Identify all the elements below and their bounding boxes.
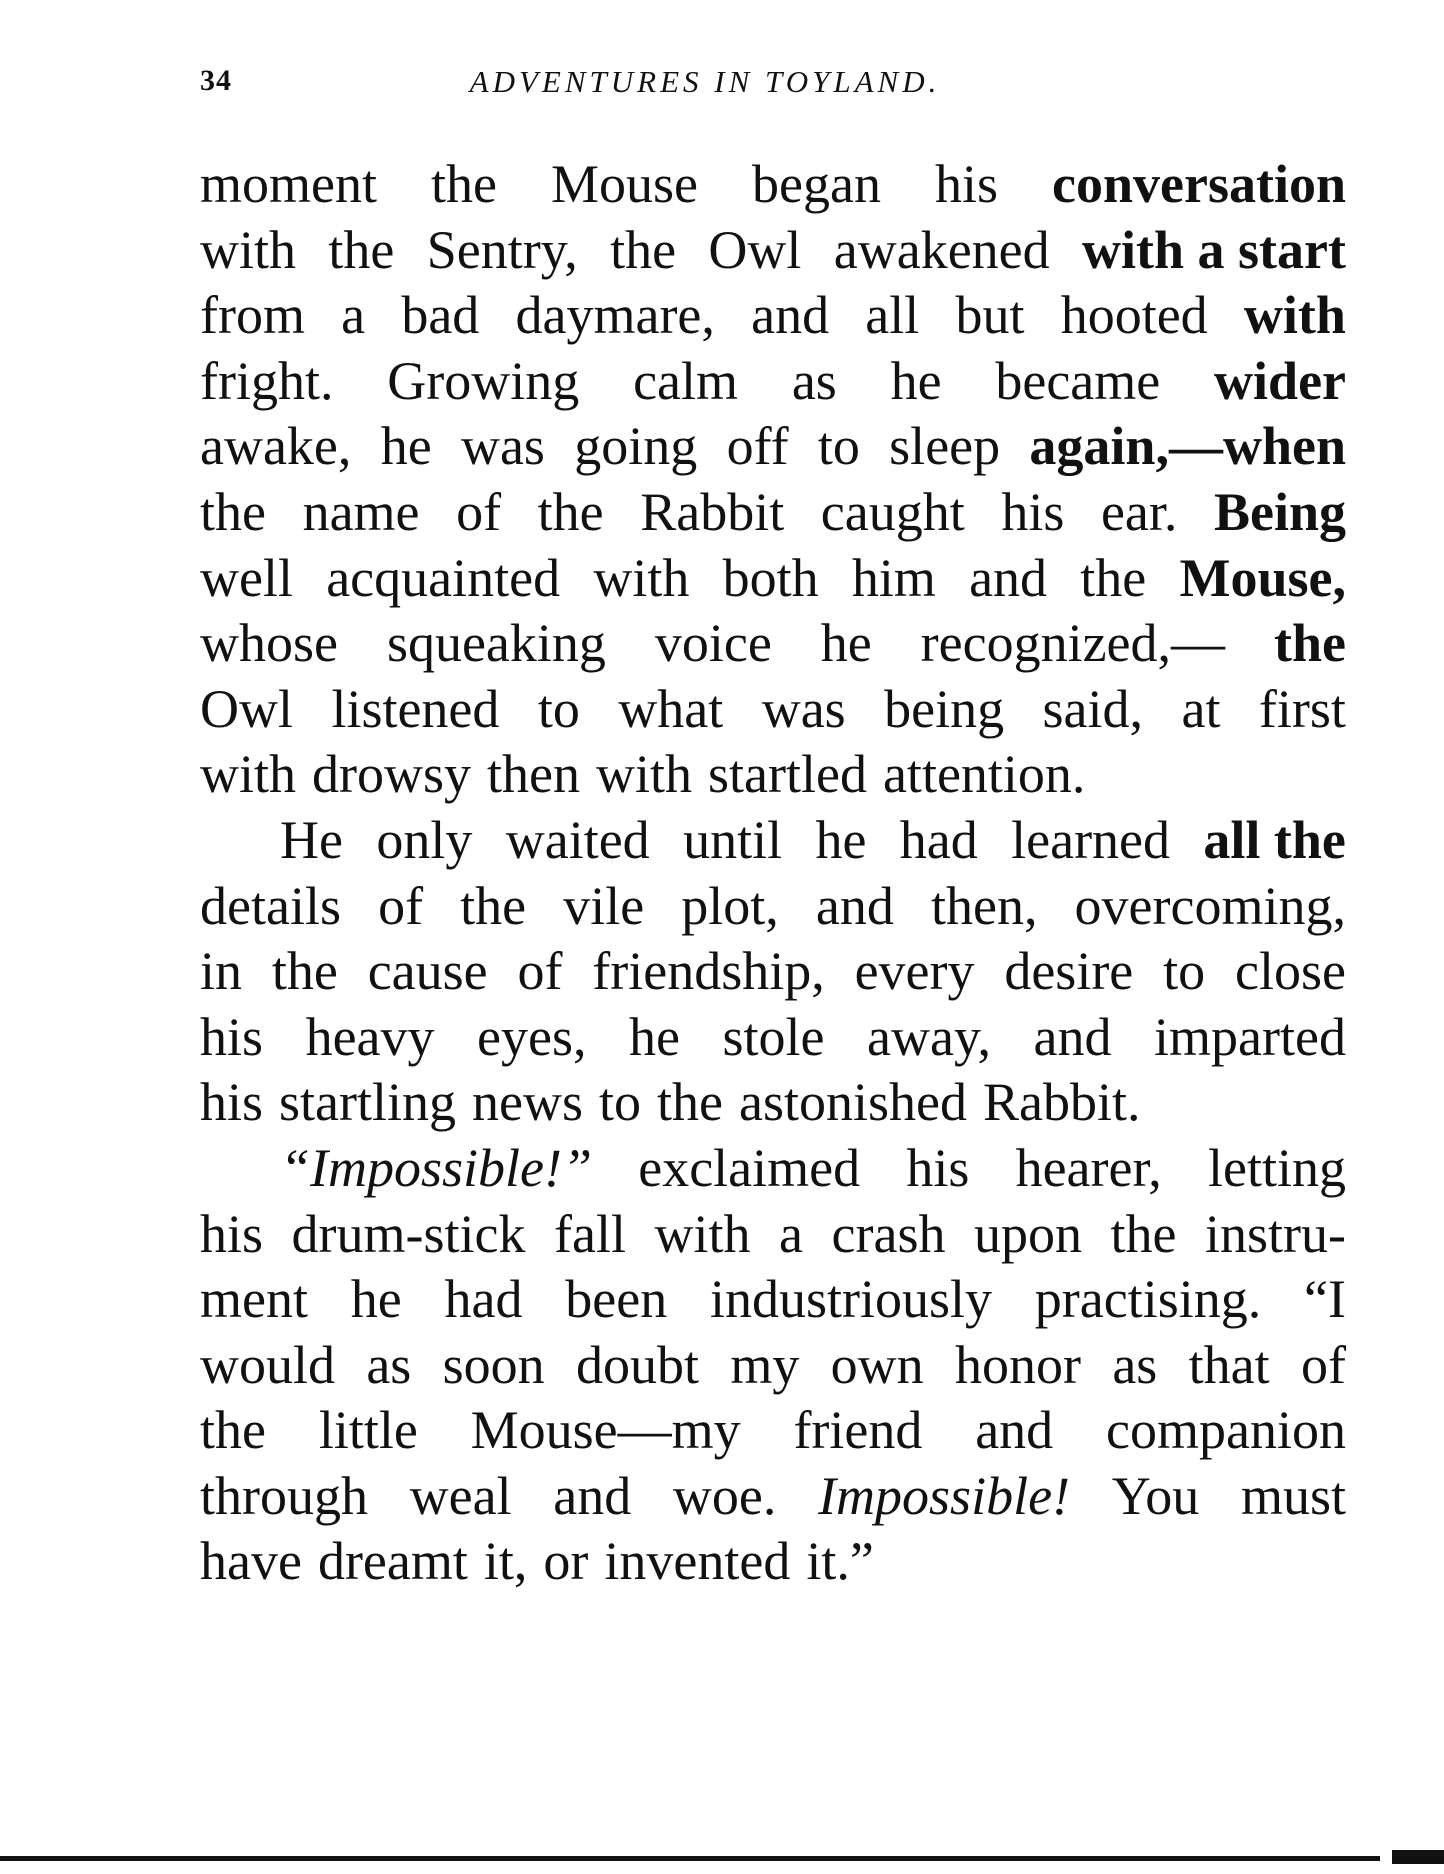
word: upon — [973, 1203, 1082, 1264]
word: instru- — [1205, 1203, 1346, 1264]
word: close — [1234, 941, 1346, 1002]
word: began — [752, 154, 881, 214]
text-line — [200, 808, 1346, 874]
word: voice — [654, 613, 772, 674]
word: acquainted — [326, 547, 561, 608]
word: waited — [505, 809, 650, 870]
word: had — [899, 809, 978, 870]
word: the — [200, 481, 266, 542]
word: from — [200, 285, 305, 346]
word: listened — [331, 678, 500, 739]
word: attention. — [882, 744, 1086, 805]
text-line — [200, 218, 1346, 284]
text-line — [200, 1398, 1346, 1464]
word: Sentry, — [426, 219, 578, 280]
word: whose — [200, 613, 338, 674]
text-line — [200, 1005, 1346, 1071]
word: all — [865, 285, 920, 346]
word: Being — [1213, 481, 1346, 542]
word: his — [200, 1006, 264, 1067]
word: Mouse—my — [470, 1400, 741, 1461]
word: Mouse — [551, 154, 698, 214]
word: moment — [200, 154, 377, 214]
word: a — [341, 285, 366, 346]
word: “Impossible!” — [280, 1137, 593, 1198]
word: soon — [442, 1334, 545, 1395]
word: and — [751, 285, 830, 346]
word: the — [271, 941, 338, 1002]
word: name — [302, 481, 420, 542]
word: news — [472, 1072, 583, 1133]
paragraph — [200, 808, 1346, 1136]
word: Rabbit — [640, 481, 785, 542]
word: desire — [1004, 941, 1134, 1002]
word: became — [995, 350, 1161, 411]
word: the — [328, 219, 395, 280]
word: He — [280, 809, 343, 870]
word: to — [817, 416, 860, 477]
word: companion — [1106, 1400, 1346, 1461]
word: and — [975, 1400, 1054, 1461]
word: Growing — [387, 350, 580, 411]
word: learned — [1011, 809, 1171, 870]
word: his — [934, 154, 998, 214]
word: he — [890, 350, 942, 411]
text-line — [200, 546, 1346, 612]
word: being — [884, 678, 1005, 739]
word: plot, — [681, 875, 779, 936]
word: then, — [930, 875, 1038, 936]
word: of — [1300, 1334, 1346, 1395]
word: with — [1243, 285, 1346, 346]
word: in — [200, 941, 243, 1002]
word: weal — [409, 1465, 512, 1526]
word: as — [791, 350, 837, 411]
word: bad — [401, 285, 480, 346]
word: cause — [367, 941, 488, 1002]
word: it, — [483, 1531, 528, 1592]
word: little — [318, 1400, 418, 1461]
word: he — [380, 416, 432, 477]
word: recognized,— — [920, 613, 1226, 674]
word: what — [618, 678, 724, 739]
word: letting — [1207, 1137, 1346, 1198]
word: as — [366, 1334, 412, 1395]
text-line — [200, 414, 1346, 480]
word: but — [955, 285, 1025, 346]
word: startled — [708, 744, 867, 805]
word: Impossible! — [818, 1465, 1071, 1526]
word: doubt — [575, 1334, 699, 1395]
word: away, — [867, 1006, 991, 1067]
word: until — [683, 809, 783, 870]
word: imparted — [1154, 1006, 1346, 1067]
word: Owl — [200, 678, 293, 739]
paragraph — [200, 152, 1346, 808]
word: sleep — [889, 416, 1001, 477]
word: the — [1273, 613, 1346, 674]
word: must — [1240, 1465, 1346, 1526]
word: had — [444, 1269, 523, 1330]
word: to — [599, 1072, 642, 1133]
text-line — [200, 874, 1346, 940]
text-line — [200, 611, 1346, 677]
bottom-rule — [0, 1856, 1380, 1861]
word: the — [200, 1400, 266, 1461]
page-header — [200, 64, 1120, 108]
word: off — [726, 416, 789, 477]
word: and — [815, 875, 894, 936]
word: drowsy — [312, 744, 472, 805]
body-text — [200, 152, 1346, 1595]
word: my — [730, 1334, 800, 1395]
word: awake, — [200, 416, 352, 477]
word: friend — [793, 1400, 923, 1461]
word: the — [657, 1072, 723, 1133]
word: overcoming, — [1074, 875, 1346, 936]
word: fall — [554, 1203, 626, 1264]
text-line — [200, 283, 1346, 349]
word: again,—when — [1029, 416, 1346, 477]
text-line — [200, 480, 1346, 546]
word: You — [1111, 1465, 1200, 1526]
word: woe. — [672, 1465, 777, 1526]
word: honor — [955, 1334, 1081, 1395]
word: with — [654, 1203, 751, 1264]
running-title: ADVENTURES IN TOYLAND. — [469, 64, 941, 99]
word: practising. — [1034, 1269, 1262, 1330]
word: with — [593, 547, 690, 608]
word: every — [854, 941, 975, 1002]
word: drum-stick — [291, 1203, 526, 1264]
word: his — [1001, 481, 1065, 542]
word: a — [779, 1203, 804, 1264]
word: Owl — [708, 219, 802, 280]
word: the — [610, 219, 677, 280]
word: crash — [831, 1203, 946, 1264]
word: or — [543, 1531, 589, 1592]
text-line — [200, 152, 1346, 218]
word: said, — [1042, 678, 1144, 739]
word: industriously — [709, 1269, 993, 1330]
word: daymare, — [515, 285, 715, 346]
word: he — [820, 613, 872, 674]
word: only — [376, 809, 473, 870]
word: eyes, — [477, 1006, 587, 1067]
text-line — [200, 742, 1346, 808]
word: ear. — [1100, 481, 1178, 542]
text-line — [200, 939, 1346, 1005]
word: fright. — [200, 350, 334, 411]
word: was — [460, 416, 545, 477]
word: with — [200, 744, 297, 805]
word: dreamt — [317, 1531, 468, 1592]
text-line — [200, 1202, 1346, 1268]
word: all the — [1203, 809, 1346, 870]
text-line — [200, 1070, 1346, 1136]
word: calm — [633, 350, 739, 411]
word: of — [456, 481, 502, 542]
word: with — [596, 744, 693, 805]
word: through — [200, 1465, 368, 1526]
word: of — [517, 941, 563, 1002]
word: awakened — [833, 219, 1050, 280]
word: of — [378, 875, 424, 936]
word: his — [200, 1072, 264, 1133]
word: he — [629, 1006, 680, 1067]
word: well — [200, 547, 293, 608]
word: astonished — [739, 1072, 967, 1133]
text-line — [200, 1267, 1346, 1333]
word: Mouse, — [1179, 547, 1346, 608]
word: that — [1188, 1334, 1270, 1395]
word: hooted — [1060, 285, 1208, 346]
word: invented — [604, 1531, 791, 1592]
word: first — [1258, 678, 1346, 739]
bottom-rule-mark — [1392, 1850, 1444, 1864]
word: the — [460, 875, 527, 936]
word: squeaking — [386, 613, 606, 674]
word: and — [1033, 1006, 1112, 1067]
text-line — [200, 1333, 1346, 1399]
paragraph — [200, 1136, 1346, 1595]
word: with a start — [1082, 219, 1346, 280]
word: at — [1181, 678, 1221, 739]
word: to — [537, 678, 580, 739]
word: ment — [200, 1269, 308, 1330]
word: own — [830, 1334, 924, 1395]
word: as — [1112, 1334, 1158, 1395]
word: to — [1163, 941, 1206, 1002]
word: stole — [722, 1006, 825, 1067]
word: then — [487, 744, 580, 805]
page-number: 34 — [200, 64, 232, 97]
word: the — [1110, 1203, 1177, 1264]
word: his — [906, 1137, 970, 1198]
text-line — [200, 349, 1346, 415]
word: he — [815, 809, 867, 870]
word: details — [200, 875, 341, 936]
word: the — [431, 154, 497, 214]
word: exclaimed — [638, 1137, 861, 1198]
word: the — [1080, 547, 1147, 608]
word: conversation — [1052, 154, 1346, 214]
word: he — [350, 1269, 402, 1330]
word: both — [722, 547, 819, 608]
word: it.” — [806, 1531, 874, 1592]
text-line — [200, 1136, 1346, 1202]
word: heavy — [305, 1006, 435, 1067]
word: going — [574, 416, 698, 477]
word: startling — [279, 1072, 457, 1133]
word: was — [761, 678, 846, 739]
word: have — [200, 1531, 302, 1592]
word: “I — [1304, 1269, 1346, 1330]
text-line — [200, 677, 1346, 743]
word: been — [565, 1269, 668, 1330]
word: caught — [820, 481, 965, 542]
text-line — [200, 1529, 1346, 1595]
word: with — [200, 219, 297, 280]
word: him — [851, 547, 936, 608]
word: Rabbit. — [982, 1072, 1141, 1133]
word: would — [200, 1334, 335, 1395]
word: friendship, — [592, 941, 825, 1002]
word: and — [969, 547, 1048, 608]
text-line — [200, 1464, 1346, 1530]
word: his — [200, 1203, 264, 1264]
word: hearer, — [1015, 1137, 1162, 1198]
word: wider — [1214, 350, 1346, 411]
word: and — [553, 1465, 632, 1526]
word: the — [537, 481, 604, 542]
word: vile — [563, 875, 645, 936]
